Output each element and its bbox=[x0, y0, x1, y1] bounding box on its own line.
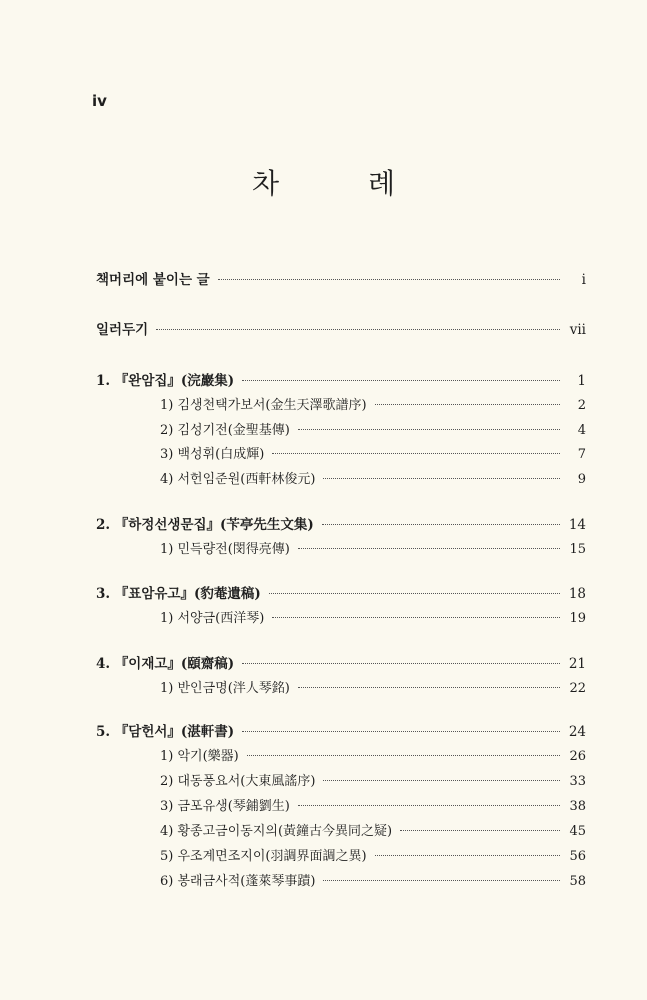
toc-entry-page: 56 bbox=[569, 849, 586, 864]
dot-leader bbox=[242, 380, 560, 381]
toc-entry-page: 33 bbox=[569, 774, 586, 789]
toc-entry-page: 45 bbox=[569, 824, 586, 839]
toc-chapter-5 bbox=[96, 720, 586, 740]
toc-entry-notes bbox=[96, 318, 586, 338]
dot-leader bbox=[298, 548, 560, 549]
toc-entry-label: 1) 악기(樂器) bbox=[160, 749, 239, 764]
toc-section bbox=[160, 538, 586, 557]
toc-section bbox=[160, 394, 586, 413]
toc-chapter-2 bbox=[96, 513, 586, 533]
toc-entry-page: 14 bbox=[568, 517, 586, 533]
toc-entry-page: 15 bbox=[569, 542, 586, 557]
toc-entry-label: 1) 김생천택가보서(金生天澤歌譜序) bbox=[160, 398, 367, 413]
toc-section bbox=[160, 770, 586, 789]
dot-leader bbox=[298, 687, 560, 688]
toc-section bbox=[160, 795, 586, 814]
toc-section bbox=[160, 677, 586, 696]
toc-entry-label: 1) 서양금(西洋琴) bbox=[160, 611, 265, 626]
toc-chapter-1 bbox=[96, 369, 586, 389]
toc-entry-page: 7 bbox=[577, 447, 586, 462]
toc-entry-label: 3. 『표암유고』(豹菴遺稿) bbox=[96, 586, 261, 602]
dot-leader bbox=[156, 329, 560, 330]
toc-entry-page: 19 bbox=[569, 611, 586, 626]
toc-entry-label: 6) 봉래금사적(蓬萊琴事蹟) bbox=[160, 874, 316, 889]
toc-entry-page: vii bbox=[569, 322, 586, 338]
toc-entry-page: i bbox=[581, 272, 586, 288]
toc-entry-label: 5. 『담헌서』(湛軒書) bbox=[96, 724, 235, 740]
toc-entry-label: 2. 『하정선생문집』(苄亭先生文集) bbox=[96, 517, 314, 533]
dot-leader bbox=[375, 404, 560, 405]
dot-leader bbox=[269, 593, 560, 594]
toc-entry-label: 2) 대동풍요서(大東風謠序) bbox=[160, 774, 316, 789]
dot-leader bbox=[242, 663, 560, 664]
dot-leader bbox=[323, 478, 560, 479]
toc-section bbox=[160, 443, 586, 462]
toc-entry-label: 3) 금포유생(琴鋪劉生) bbox=[160, 799, 290, 814]
dot-leader bbox=[322, 524, 560, 525]
dot-leader bbox=[323, 780, 560, 781]
toc-entry-page: 38 bbox=[569, 799, 586, 814]
toc-section bbox=[160, 820, 586, 839]
dot-leader bbox=[323, 880, 560, 881]
toc-section bbox=[160, 870, 586, 889]
page-number: iv bbox=[92, 92, 107, 110]
dot-leader bbox=[272, 617, 560, 618]
toc-entry-page: 26 bbox=[569, 749, 586, 764]
toc-entry-label: 일러두기 bbox=[96, 322, 149, 338]
toc-entry-preface bbox=[96, 268, 586, 288]
toc-entry-label: 책머리에 붙이는 글 bbox=[96, 272, 210, 288]
toc-section bbox=[160, 845, 586, 864]
toc-entry-page: 21 bbox=[568, 656, 586, 672]
toc-entry-page: 9 bbox=[577, 472, 586, 487]
toc-chapter-4 bbox=[96, 652, 586, 672]
toc-section bbox=[160, 745, 586, 764]
dot-leader bbox=[298, 805, 560, 806]
toc-entry-page: 4 bbox=[577, 423, 586, 438]
toc-entry-label: 2) 김성기전(金聖基傳) bbox=[160, 423, 290, 438]
toc-entry-label: 1) 민득량전(閔得亮傳) bbox=[160, 542, 290, 557]
dot-leader bbox=[218, 279, 560, 280]
page-title: 차 례 bbox=[252, 167, 435, 200]
toc-entry-page: 2 bbox=[577, 398, 586, 413]
dot-leader bbox=[298, 429, 560, 430]
toc-entry-label: 4) 서헌임준원(西軒林俊元) bbox=[160, 472, 316, 487]
toc-entry-label: 1. 『완암집』(浣巖集) bbox=[96, 373, 235, 389]
toc-entry-page: 1 bbox=[577, 373, 586, 389]
dot-leader bbox=[272, 453, 560, 454]
toc-entry-label: 1) 반인금명(泮人琴銘) bbox=[160, 681, 290, 696]
dot-leader bbox=[375, 855, 560, 856]
toc-entry-label: 4. 『이재고』(頤齋稿) bbox=[96, 656, 235, 672]
dot-leader bbox=[400, 830, 560, 831]
toc-section bbox=[160, 468, 586, 487]
toc-entry-page: 18 bbox=[568, 586, 586, 602]
toc-entry-label: 3) 백성휘(白成輝) bbox=[160, 447, 265, 462]
toc-entry-page: 22 bbox=[569, 681, 586, 696]
toc-chapter-3 bbox=[96, 582, 586, 602]
toc-entry-label: 4) 황종고금이동지의(黃鐘古今異同之疑) bbox=[160, 824, 393, 839]
toc-entry-page: 58 bbox=[569, 874, 586, 889]
toc-section bbox=[160, 607, 586, 626]
dot-leader bbox=[247, 755, 560, 756]
dot-leader bbox=[242, 731, 560, 732]
toc-section bbox=[160, 419, 586, 438]
toc-entry-page: 24 bbox=[568, 724, 586, 740]
toc-entry-label: 5) 우조계면조지이(羽調界面調之異) bbox=[160, 849, 367, 864]
